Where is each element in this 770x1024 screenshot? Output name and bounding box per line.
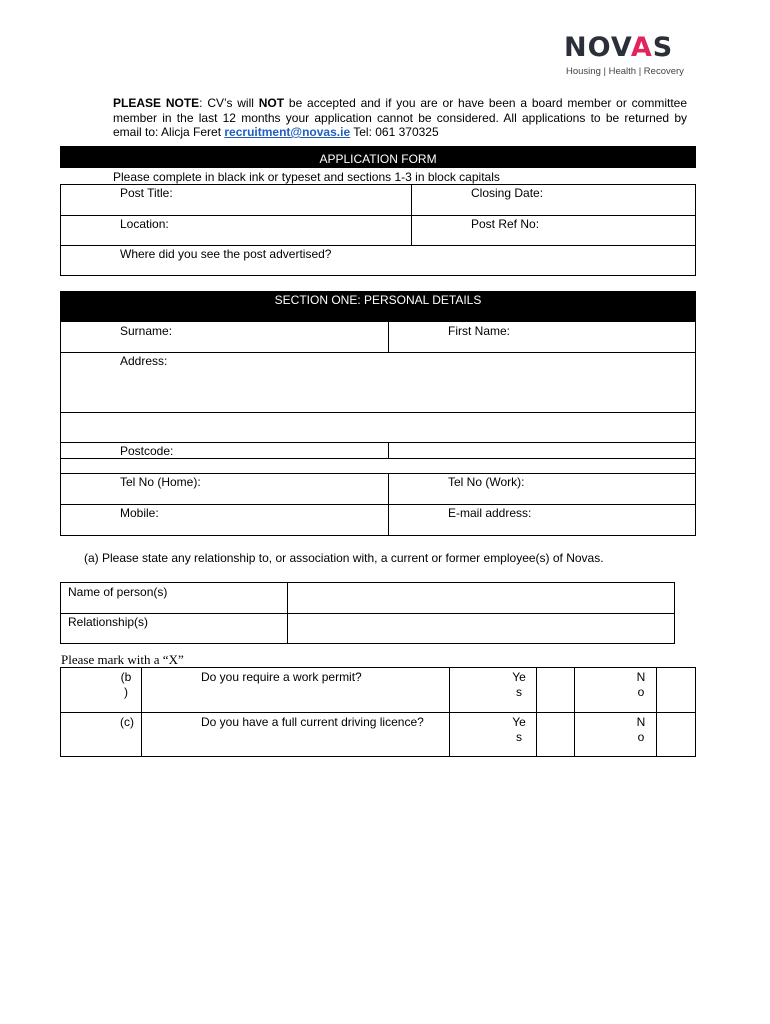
driving-licence-yes-label: Ye s [512,715,526,744]
work-permit-no-label: N o [636,670,646,699]
form-instruction: Please complete in black ink or typeset and sections 1-3 in block capitals [113,170,500,184]
work-permit-no-box[interactable] [657,668,695,712]
email-field[interactable]: E-mail address: [448,506,532,520]
relationship-label: Relationship(s) [68,615,149,629]
tel-work-field[interactable]: Tel No (Work): [448,475,525,489]
work-permit-yes-label: Ye s [512,670,526,699]
row-c-id: (c) [120,715,134,729]
mobile-field[interactable]: Mobile: [120,506,159,520]
advertised-field[interactable]: Where did you see the post advertised? [120,247,332,261]
postcode-field[interactable]: Postcode: [120,444,174,458]
mark-instruction: Please mark with a “X” [61,652,184,667]
driving-licence-no-box[interactable] [657,713,695,756]
relationship-question: (a) Please state any relationship to, or association with, a current or former employee(s) of Novas. [84,551,604,565]
post-title-field[interactable]: Post Title: [120,186,173,200]
name-of-person-label: Name of person(s) [68,585,168,599]
first-name-field[interactable]: First Name: [448,324,511,338]
driving-licence-yes-box[interactable] [537,713,574,756]
application-form-header [60,146,696,168]
application-form-title: APPLICATION FORM [319,152,437,166]
work-permit-question: Do you require a work permit? [201,670,362,684]
section-one-title: SECTION ONE: PERSONAL DETAILS [274,293,482,307]
work-permit-yes-box[interactable] [537,668,574,712]
address-field[interactable]: Address: [120,354,168,368]
logo-tagline: Housing | Health | Recovery [566,66,684,77]
post-ref-field[interactable]: Post Ref No: [471,217,540,231]
please-note: PLEASE NOTE: CV’s will NOT be accepted and if you are or have been a board member or committee member in the last 12 months your application cannot be considered. All applications to be returned by email to: Alicja Feret recruitment@novas.ie Tel: 061 370325 [113,96,688,139]
section-one-header [60,291,696,322]
recruitment-email-link[interactable]: recruitment@novas.ie [224,125,351,139]
driving-licence-question: Do you have a full current driving licence? [201,715,424,729]
closing-date-field[interactable]: Closing Date: [471,186,544,200]
name-of-person-input[interactable] [288,583,674,613]
logo-wordmark: NOVAS [564,32,674,63]
novas-logo [564,32,694,80]
tel-home-field[interactable]: Tel No (Home): [120,475,201,489]
relationship-input[interactable] [288,614,674,643]
surname-field[interactable]: Surname: [120,324,173,338]
driving-licence-no-label: N o [636,715,646,744]
row-b-id: (b ) [120,670,132,699]
location-field[interactable]: Location: [120,217,169,231]
